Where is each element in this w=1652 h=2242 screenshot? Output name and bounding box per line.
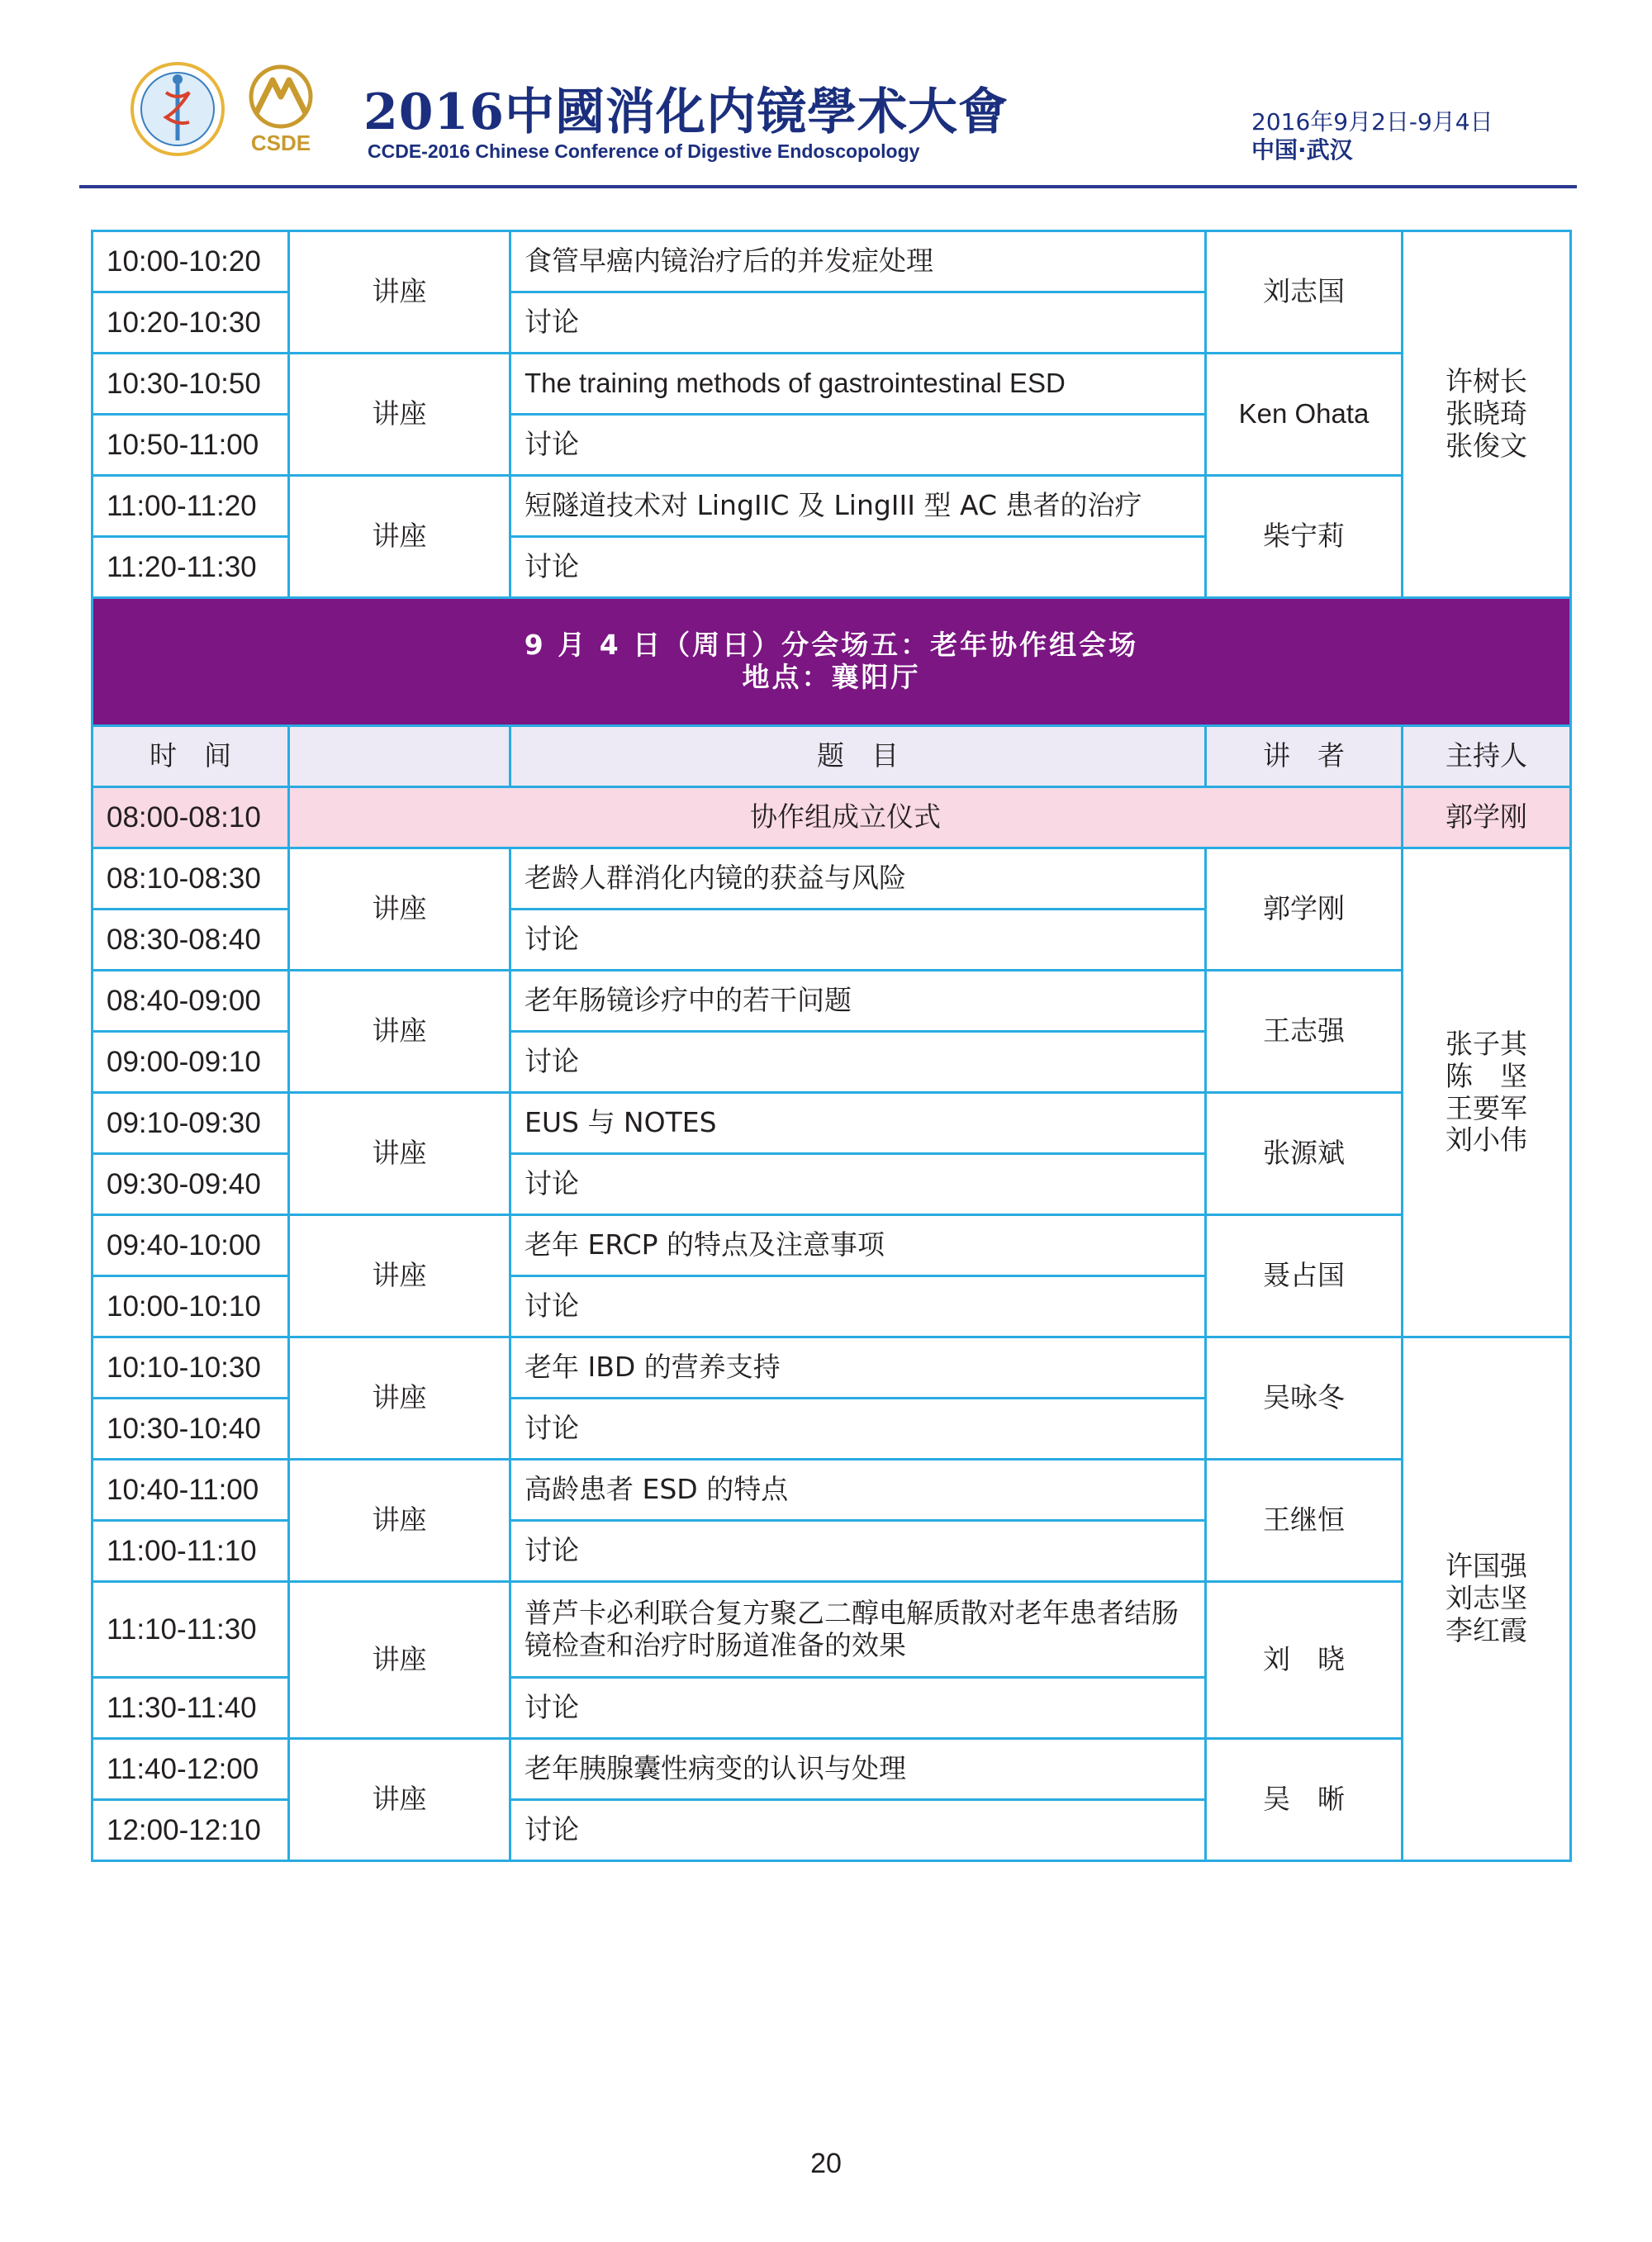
discussion-cell: 讨论 (510, 1678, 1206, 1739)
topic-cell: 短隧道技术对 LingIIC 及 LingIII 型 AC 患者的治疗 (510, 476, 1206, 537)
conference-date: 2016年9月2日-9月4日 (1251, 108, 1493, 135)
table-row (93, 1337, 1571, 1399)
discussion-cell: 讨论 (510, 415, 1206, 476)
conference-place: 中国·武汉 (1251, 136, 1353, 164)
host-name: 许树长 (1446, 365, 1527, 398)
time-cell: 10:00-10:20 (93, 231, 289, 292)
column-header-topic: 题 目 (510, 726, 1206, 787)
host-name: 张子其 (1446, 1027, 1527, 1060)
discussion-cell: 讨论 (510, 1032, 1206, 1093)
column-header-host: 主持人 (1403, 726, 1571, 787)
time-cell: 11:40-12:00 (93, 1739, 289, 1800)
column-header-time: 时 间 (93, 726, 289, 787)
time-cell: 09:30-09:40 (93, 1154, 289, 1215)
topic-cell: 老年 ERCP 的特点及注意事项 (510, 1215, 1206, 1276)
page-number: 20 (810, 2148, 842, 2179)
time-cell: 10:30-10:50 (93, 354, 289, 415)
section-title: 9 月 4 日（周日）分会场五：老年协作组会场 (524, 629, 1139, 662)
conference-title: 2016中國消化内镜學术大會 (363, 83, 1009, 141)
column-header-row (93, 726, 1571, 787)
type-cell: 讲座 (289, 971, 510, 1093)
speaker-cell: 柴宁莉 (1206, 476, 1403, 598)
topic-cell: 老年 IBD 的营养支持 (510, 1337, 1206, 1399)
host-name: 刘志坚 (1446, 1582, 1527, 1615)
discussion-cell: 讨论 (510, 1276, 1206, 1337)
section-header (93, 598, 1571, 726)
discussion-cell: 讨论 (510, 1399, 1206, 1460)
table-row (93, 354, 1571, 415)
host-name: 刘小伟 (1446, 1123, 1527, 1157)
host-cell (1403, 231, 1571, 598)
speaker-cell: 刘 晓 (1206, 1582, 1403, 1739)
type-cell: 讲座 (289, 1739, 510, 1861)
type-cell: 讲座 (289, 354, 510, 476)
table-row (93, 231, 1571, 292)
time-cell: 08:30-08:40 (93, 910, 289, 971)
time-cell: 12:00-12:10 (93, 1800, 289, 1861)
time-cell: 08:00-08:10 (93, 787, 289, 848)
host-name: 李红霞 (1446, 1613, 1527, 1646)
chinese-medical-association-logo (128, 59, 227, 159)
host-cell: 郭学刚 (1403, 787, 1571, 848)
discussion-cell: 讨论 (510, 537, 1206, 598)
table-row (93, 1739, 1571, 1800)
table-row (93, 1460, 1571, 1521)
host-name: 张晓琦 (1446, 397, 1527, 430)
speaker-cell: 刘志国 (1206, 231, 1403, 354)
speaker-cell: 张源斌 (1206, 1093, 1403, 1215)
table-row (93, 971, 1571, 1032)
time-cell: 10:30-10:40 (93, 1399, 289, 1460)
table-row (93, 476, 1571, 537)
time-cell: 09:40-10:00 (93, 1215, 289, 1276)
time-cell: 10:00-10:10 (93, 1276, 289, 1337)
speaker-cell: 吴咏冬 (1206, 1337, 1403, 1460)
speaker-cell: 吴 晰 (1206, 1739, 1403, 1861)
topic-cell: 老年肠镜诊疗中的若干问题 (510, 971, 1206, 1032)
discussion-cell: 讨论 (510, 1154, 1206, 1215)
topic-cell: 老龄人群消化内镜的获益与风险 (510, 848, 1206, 910)
time-cell: 11:00-11:10 (93, 1521, 289, 1582)
speaker-cell: 王继恒 (1206, 1460, 1403, 1582)
ceremony-row (93, 787, 1571, 848)
conference-subtitle: CCDE-2016 Chinese Conference of Digestive Endoscopology (368, 140, 920, 162)
type-cell: 讲座 (289, 1582, 510, 1739)
speaker-cell: Ken Ohata (1206, 354, 1403, 476)
header-divider (79, 185, 1577, 188)
topic-cell: 普芦卡必利联合复方聚乙二醇电解质散对老年患者结肠镜检查和治疗时肠道准备的效果 (510, 1582, 1206, 1678)
table-row (93, 1215, 1571, 1276)
host-cell (1403, 1337, 1571, 1861)
time-cell: 10:20-10:30 (93, 292, 289, 354)
topic-cell: 食管早癌内镜治疗后的并发症处理 (510, 231, 1206, 292)
csde-logo (235, 59, 326, 159)
time-cell: 11:10-11:30 (93, 1582, 289, 1678)
time-cell: 10:50-11:00 (93, 415, 289, 476)
host-name: 王要军 (1446, 1091, 1527, 1124)
host-cell (1403, 848, 1571, 1337)
csde-logo-text: CSDE (250, 131, 311, 155)
host-name: 陈 坚 (1446, 1059, 1527, 1092)
discussion-cell: 讨论 (510, 1521, 1206, 1582)
section-header-row (93, 598, 1571, 726)
topic-cell: 高龄患者 ESD 的特点 (510, 1460, 1206, 1521)
time-cell: 09:10-09:30 (93, 1093, 289, 1154)
type-cell: 讲座 (289, 848, 510, 971)
discussion-cell: 讨论 (510, 292, 1206, 354)
topic-cell: The training methods of gastrointestinal ESD (510, 354, 1206, 415)
column-header-blank (289, 726, 510, 787)
speaker-cell: 王志强 (1206, 971, 1403, 1093)
ceremony-title: 协作组成立仪式 (289, 787, 1403, 848)
type-cell: 讲座 (289, 1337, 510, 1460)
topic-cell: EUS 与 NOTES (510, 1093, 1206, 1154)
time-cell: 08:10-08:30 (93, 848, 289, 910)
column-header-speaker: 讲 者 (1206, 726, 1403, 787)
type-cell: 讲座 (289, 1460, 510, 1582)
speaker-cell: 聂占国 (1206, 1215, 1403, 1337)
type-cell: 讲座 (289, 1093, 510, 1215)
type-cell: 讲座 (289, 476, 510, 598)
host-name: 许国强 (1446, 1550, 1527, 1583)
schedule-table (91, 230, 1572, 1862)
time-cell: 10:10-10:30 (93, 1337, 289, 1399)
table-row (93, 848, 1571, 910)
section-location: 地点：襄阳厅 (742, 661, 921, 693)
topic-cell: 老年胰腺囊性病变的认识与处理 (510, 1739, 1206, 1800)
time-cell: 08:40-09:00 (93, 971, 289, 1032)
time-cell: 09:00-09:10 (93, 1032, 289, 1093)
time-cell: 10:40-11:00 (93, 1460, 289, 1521)
time-cell: 11:30-11:40 (93, 1678, 289, 1739)
discussion-cell: 讨论 (510, 910, 1206, 971)
time-cell: 11:00-11:20 (93, 476, 289, 537)
type-cell: 讲座 (289, 231, 510, 354)
type-cell: 讲座 (289, 1215, 510, 1337)
speaker-cell: 郭学刚 (1206, 848, 1403, 971)
page-header (0, 0, 1652, 194)
host-name: 张俊文 (1446, 429, 1527, 462)
time-cell: 11:20-11:30 (93, 537, 289, 598)
discussion-cell: 讨论 (510, 1800, 1206, 1861)
table-row (93, 1582, 1571, 1678)
table-row (93, 1093, 1571, 1154)
